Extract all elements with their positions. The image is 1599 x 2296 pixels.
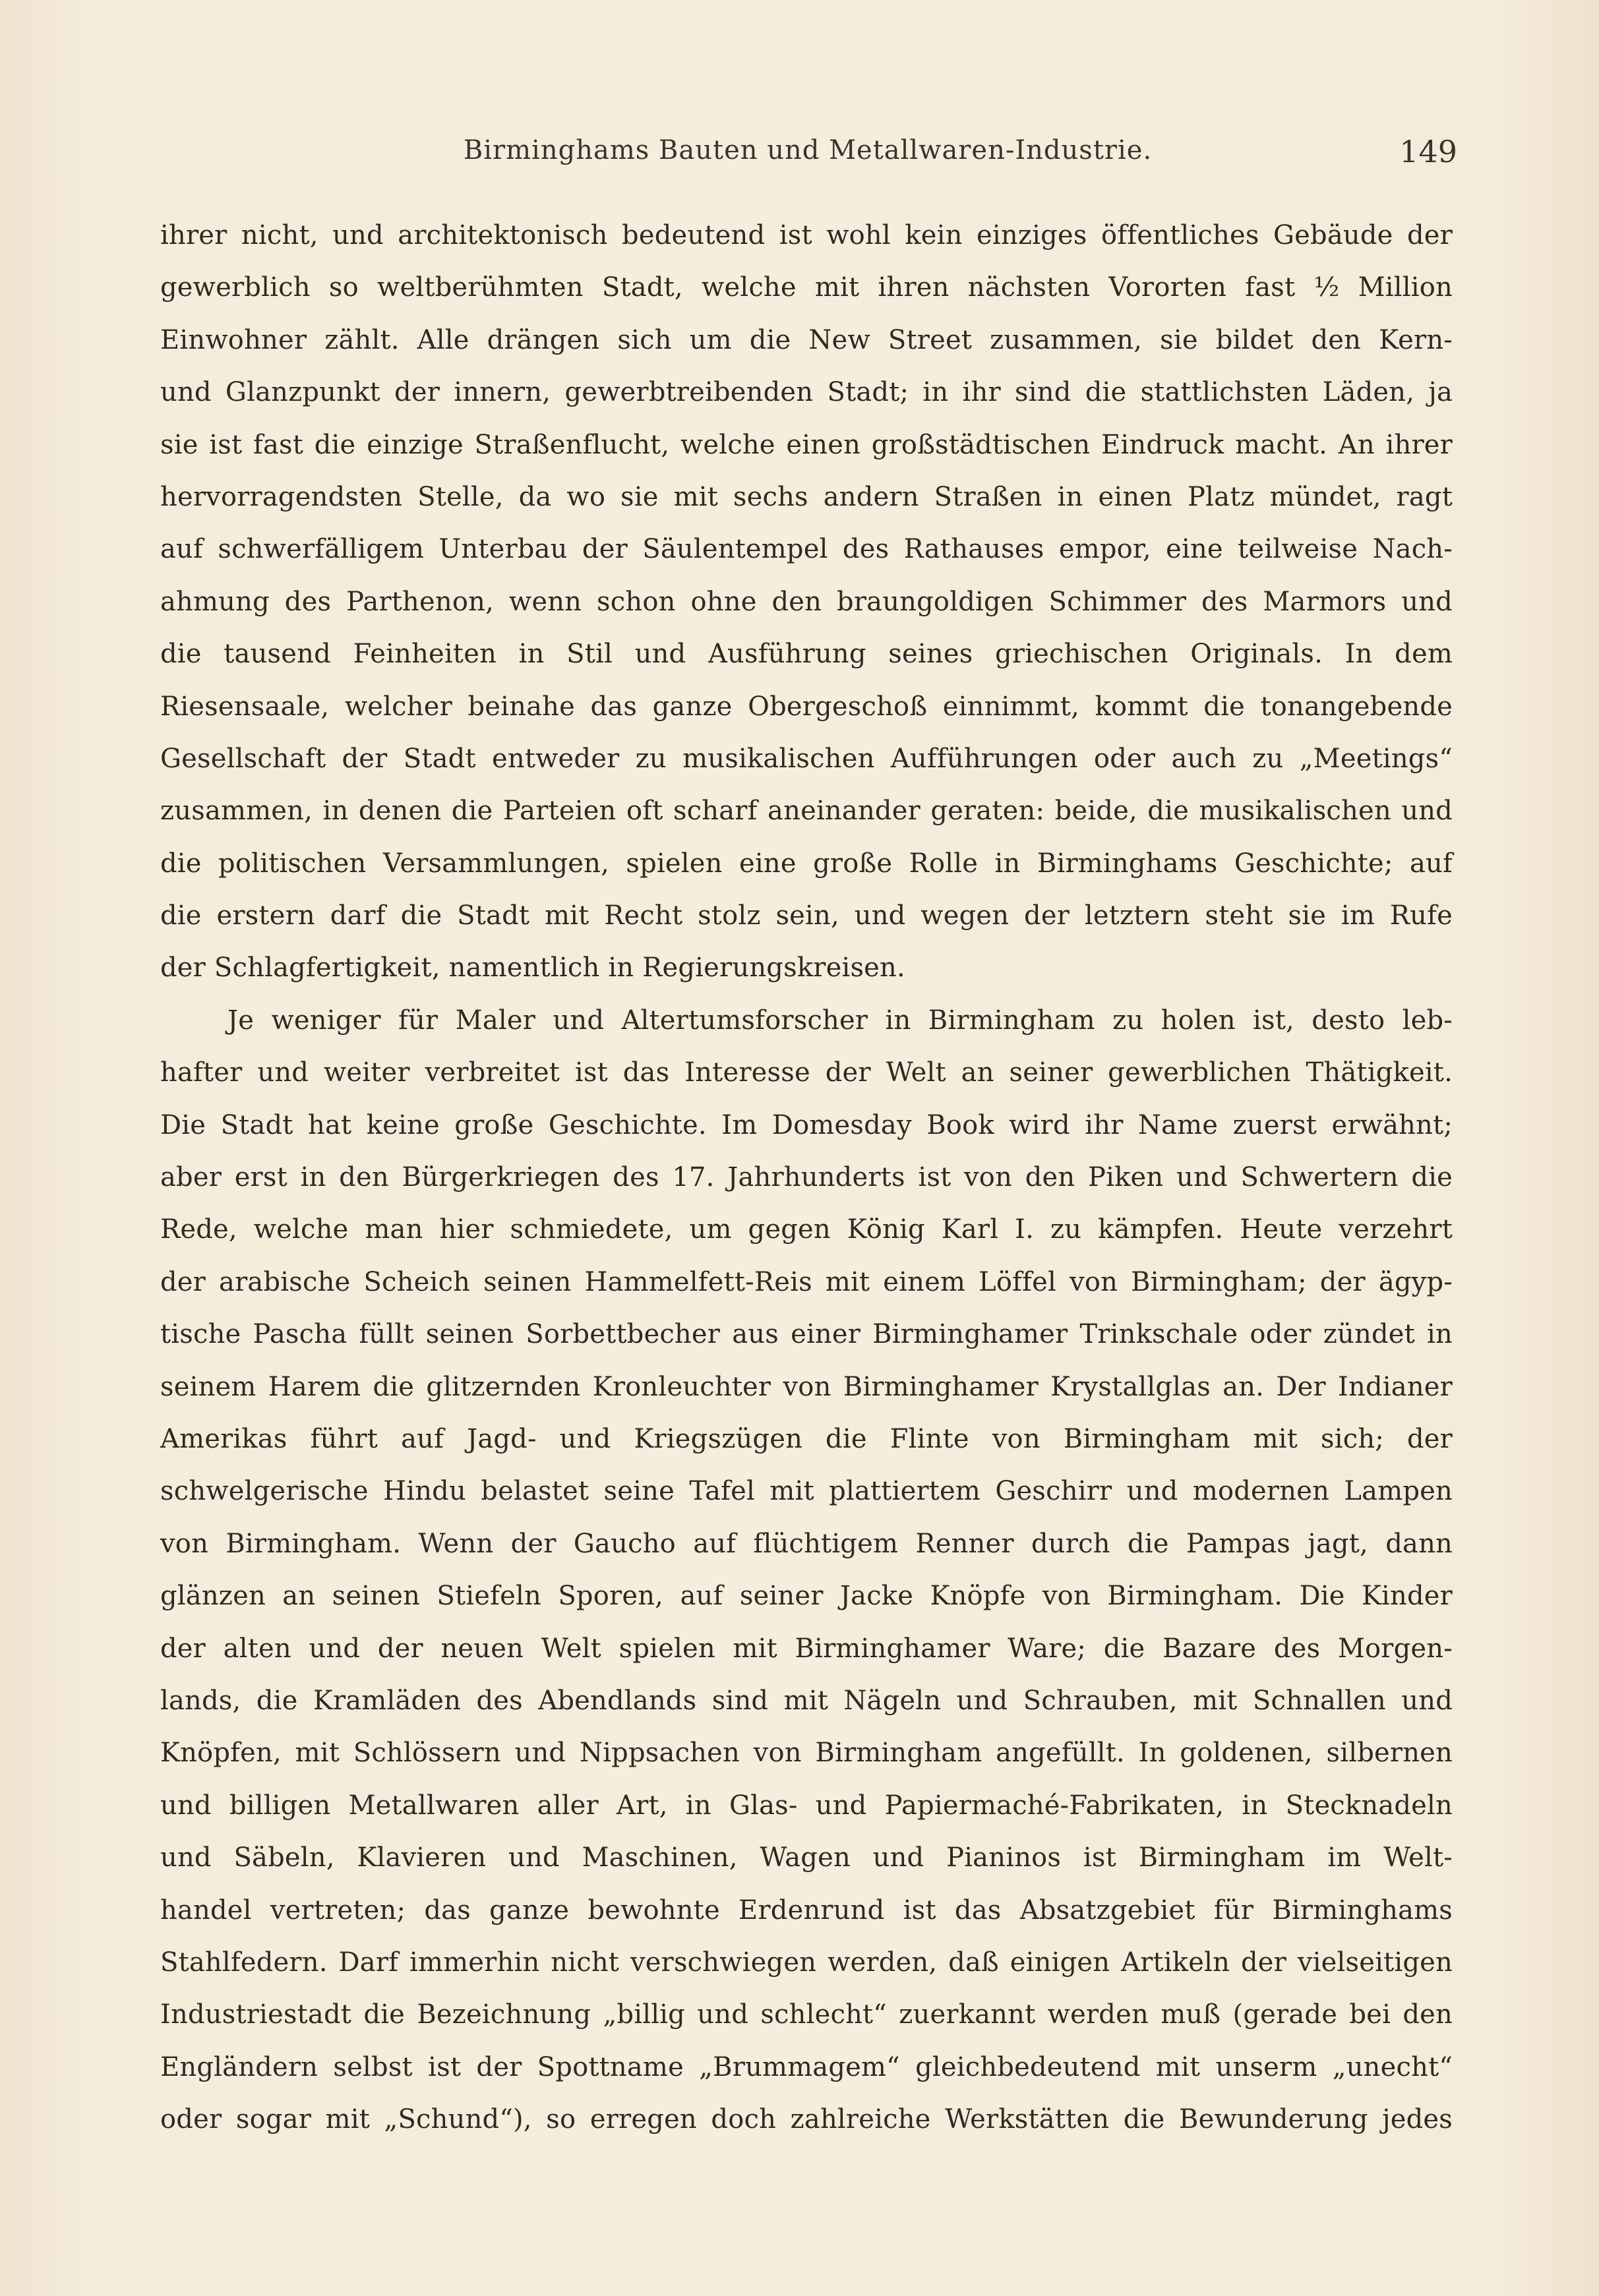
text-line: handel vertreten; das ganze bewohnte Erdenrund ist das Absatzgebiet für Birminghams [160,1895,1453,1926]
text-line: der alten und der neuen Welt spielen mit Birminghamer Ware; die Bazare des Morgen- [160,1633,1453,1664]
text-line: die tausend Feinheiten in Stil und Ausführung seines griechischen Originals. In dem [160,639,1453,670]
text-line: zusammen, in denen die Parteien oft scharf aneinander geraten: beide, die musikalischen und [160,796,1453,827]
text-line: glänzen an seinen Stiefeln Sporen, auf seiner Jacke Knöpfe von Birmingham. Die Kinder [160,1581,1453,1612]
text-line: die erstern darf die Stadt mit Recht stolz sein, und wegen der letztern steht sie im Rufe [160,900,1453,931]
text-line: hervorragendsten Stelle, da wo sie mit sechs andern Straßen in einen Platz mündet, ragt [160,481,1453,512]
text-line: die politischen Versammlungen, spielen eine große Rolle in Birminghams Geschichte; auf [160,848,1453,879]
text-line: Amerikas führt auf Jagd- und Kriegszügen die Flinte von Birmingham mit sich; der [160,1423,1453,1454]
text-line: oder sogar mit „Schund“), so erregen doch zahlreiche Werkstätten die Bewunderung jedes [160,2104,1453,2135]
text-line: lands, die Kramläden des Abendlands sind mit Nägeln und Schrauben, mit Schnallen und [160,1685,1453,1716]
text-line: Rede, welche man hier schmiedete, um gegen König Karl I. zu kämpfen. Heute verzehrt [160,1214,1453,1245]
text-line: der arabische Scheich seinen Hammelfett-Reis mit einem Löffel von Birmingham; der ägyp- [160,1266,1453,1297]
text-line: Riesensaale, welcher beinahe das ganze Obergeschoß einnimmt, kommt die tonangebende [160,691,1453,722]
text-line: Knöpfen, mit Schlössern und Nippsachen von Birmingham angefüllt. In goldenen, silbernen [160,1738,1453,1769]
page-number: 149 [1399,134,1457,169]
text-line: der Schlagfertigkeit, namentlich in Regierungskreisen. [160,953,905,984]
running-title: Birminghams Bauten und Metallwaren-Industrie. [463,135,1153,165]
paragraph-1 [160,210,1453,995]
text-line: hafter und weiter verbreitet ist das Interesse der Welt an seiner gewerblichen Thätigkeit. [160,1057,1453,1088]
paragraph-2 [160,995,1453,2146]
text-line: auf schwerfälligem Unterbau der Säulentempel des Rathauses empor, eine teilweise Nach- [160,534,1453,565]
text-line: Stahlfedern. Darf immerhin nicht verschwiegen werden, daß einigen Artikeln der vielseitigen [160,1947,1453,1978]
text-line: und billigen Metallwaren aller Art, in Glas- und Papiermaché-Fabrikaten, in Stecknadeln [160,1790,1453,1821]
body-text [160,210,1453,2146]
text-line: ihrer nicht, und architektonisch bedeutend ist wohl kein einziges öffentliches Gebäude der [160,220,1453,250]
text-line: ahmung des Parthenon, wenn schon ohne den braungoldigen Schimmer des Marmors und [160,586,1453,617]
text-line: Einwohner zählt. Alle drängen sich um die New Street zusammen, sie bildet den Kern- [160,324,1453,355]
text-line: Engländern selbst ist der Spottname „Brummagem“ gleichbedeutend mit unserm „unecht“ [160,2051,1453,2082]
text-line: schwelgerische Hindu belastet seine Tafel mit plattiertem Geschirr und modernen Lampen [160,1476,1453,1507]
text-line: aber erst in den Bürgerkriegen des 17. Jahrhunderts ist von den Piken und Schwertern die [160,1162,1453,1193]
text-line: Je weniger für Maler und Altertumsforscher in Birmingham zu holen ist, desto leb- [227,1005,1453,1036]
text-line: tische Pascha füllt seinen Sorbettbecher aus einer Birminghamer Trinkschale oder zündet in [160,1319,1453,1350]
text-line: gewerblich so weltberühmten Stadt, welche mit ihren nächsten Vororten fast ½ Million [160,272,1453,303]
text-line: und Glanzpunkt der innern, gewerbtreibenden Stadt; in ihr sind die stattlichsten Läden, ja [160,377,1453,408]
text-line: Die Stadt hat keine große Geschichte. Im Domesday Book wird ihr Name zuerst erwähnt; [160,1109,1453,1140]
text-line: von Birmingham. Wenn der Gaucho auf flüchtigem Renner durch die Pampas jagt, dann [160,1528,1453,1559]
text-line: Industriestadt die Bezeichnung „billig und schlecht“ zuerkannt werden muß (gerade bei den [160,1999,1453,2030]
text-line: und Säbeln, Klavieren und Maschinen, Wagen und Pianinos ist Birmingham im Welt- [160,1842,1453,1873]
text-line: sie ist fast die einzige Straßenflucht, welche einen großstädtischen Eindruck macht. An ihrer [160,429,1453,460]
text-line: seinem Harem die glitzernden Kronleuchter von Birminghamer Krystallglas an. Der Indianer [160,1371,1453,1402]
text-line: Gesellschaft der Stadt entweder zu musikalischen Aufführungen oder auch zu „Meetings“ [160,743,1453,774]
running-header [158,135,1457,175]
